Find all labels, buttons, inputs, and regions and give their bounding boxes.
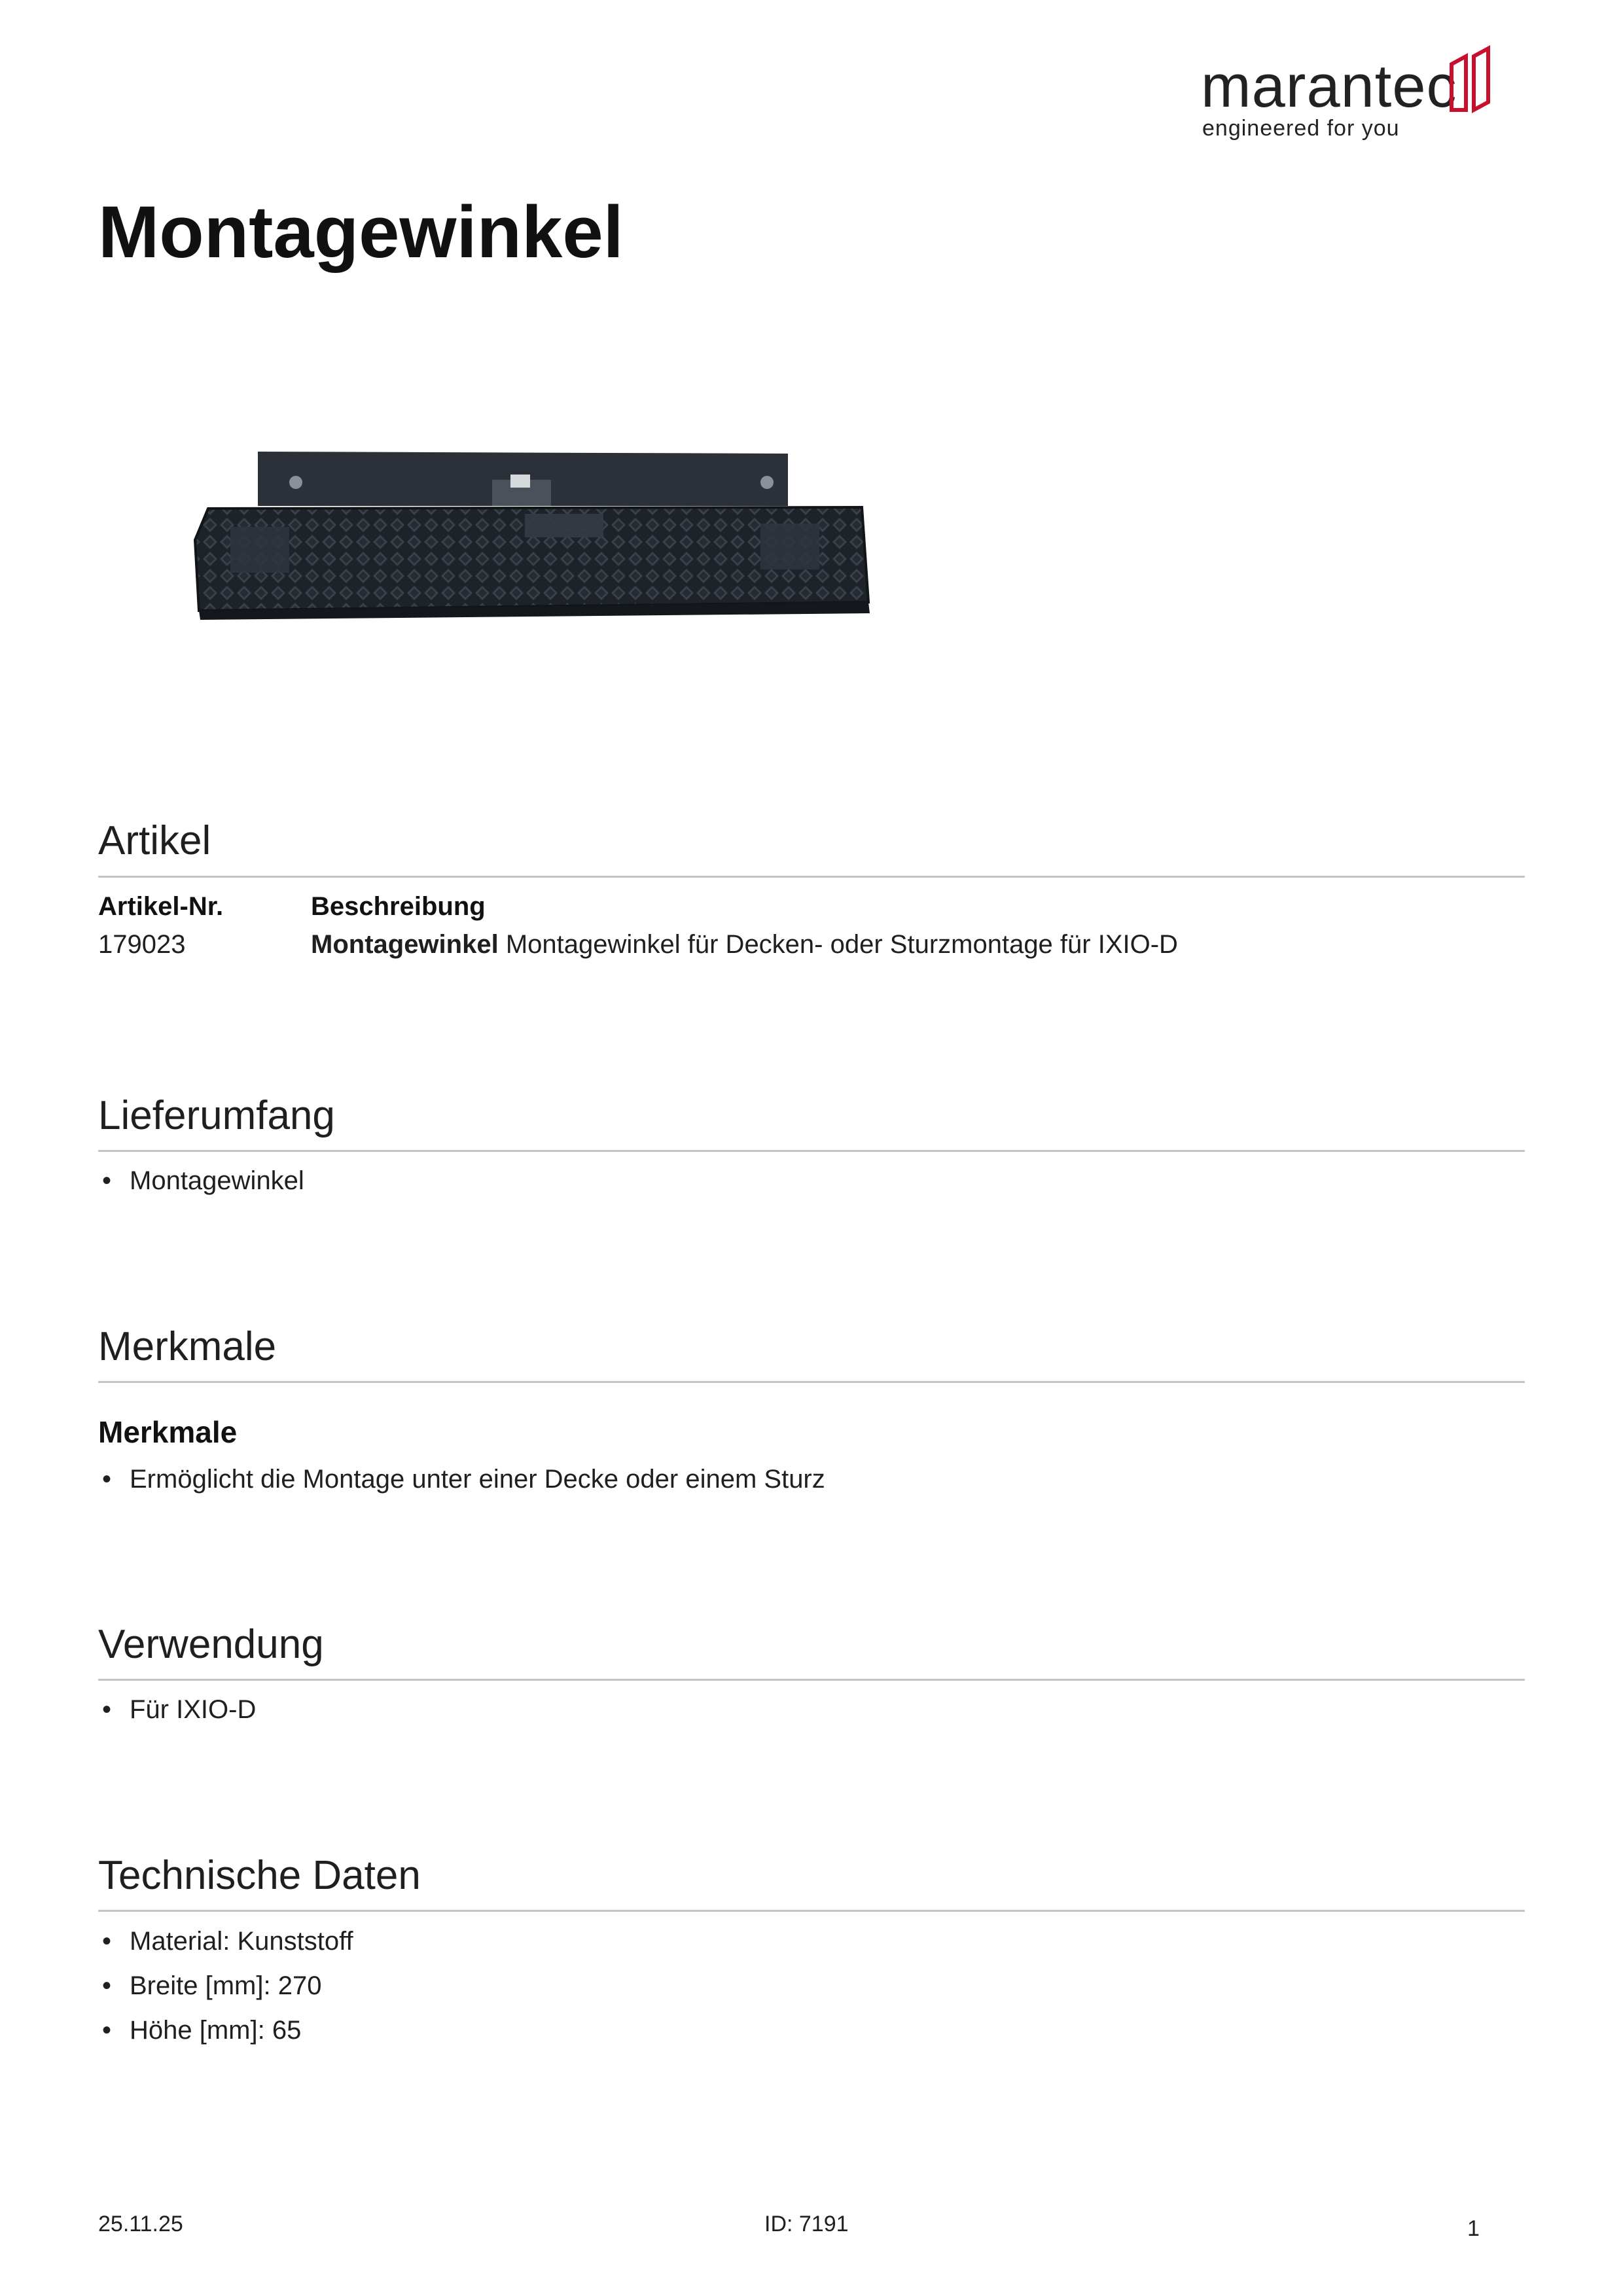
- list-item: • Höhe [mm]: 65: [98, 2008, 353, 2053]
- footer-document-id: ID: 7191: [764, 2212, 849, 2236]
- list-item: • Ermöglicht die Montage unter einer Decke oder einem Sturz: [98, 1457, 825, 1501]
- page-title: Montagewinkel: [98, 191, 624, 273]
- verwendung-list: [98, 1687, 256, 1732]
- merkmale-heading: Merkmale: [98, 1324, 277, 1369]
- technische-daten-list: [98, 1919, 353, 2053]
- footer-page-number: 1: [1467, 2216, 1480, 2241]
- verwendung-divider: [98, 1679, 1525, 1681]
- merkmale-divider: [98, 1381, 1525, 1383]
- footer-date: 25.11.25: [98, 2212, 183, 2236]
- article-number-cell: 179023: [98, 930, 186, 959]
- lieferumfang-heading: Lieferumfang: [98, 1093, 335, 1138]
- list-item: • Montagewinkel: [98, 1158, 304, 1203]
- marantec-mark-icon: [1446, 45, 1499, 117]
- merkmale-subheading: Merkmale: [98, 1415, 238, 1449]
- product-description: Montagewinkel für Decken- oder Sturzmontage für IXIO-D: [505, 930, 1178, 959]
- lieferumfang-divider: [98, 1150, 1525, 1152]
- artikel-divider: [98, 876, 1525, 878]
- lieferumfang-list: [98, 1158, 304, 1203]
- list-item: • Material: Kunststoff: [98, 1919, 353, 1964]
- verwendung-heading: Verwendung: [98, 1622, 324, 1667]
- mounting-bracket-image: [185, 448, 878, 625]
- product-name: Montagewinkel: [311, 930, 499, 959]
- description-cell: [311, 928, 1178, 961]
- technische-daten-heading: Technische Daten: [98, 1853, 421, 1898]
- logo-wordmark: marantec: [1201, 53, 1457, 120]
- merkmale-list: [98, 1457, 825, 1501]
- marantec-logo: [1201, 41, 1502, 145]
- list-item: • Breite [mm]: 270: [98, 1964, 353, 2008]
- logo-tagline: engineered for you: [1202, 116, 1400, 141]
- technische-daten-divider: [98, 1910, 1525, 1912]
- artikel-heading: Artikel: [98, 818, 211, 863]
- article-number-column-header: Artikel-Nr.: [98, 892, 224, 921]
- description-column-header: Beschreibung: [311, 892, 486, 921]
- list-item: • Für IXIO-D: [98, 1687, 256, 1732]
